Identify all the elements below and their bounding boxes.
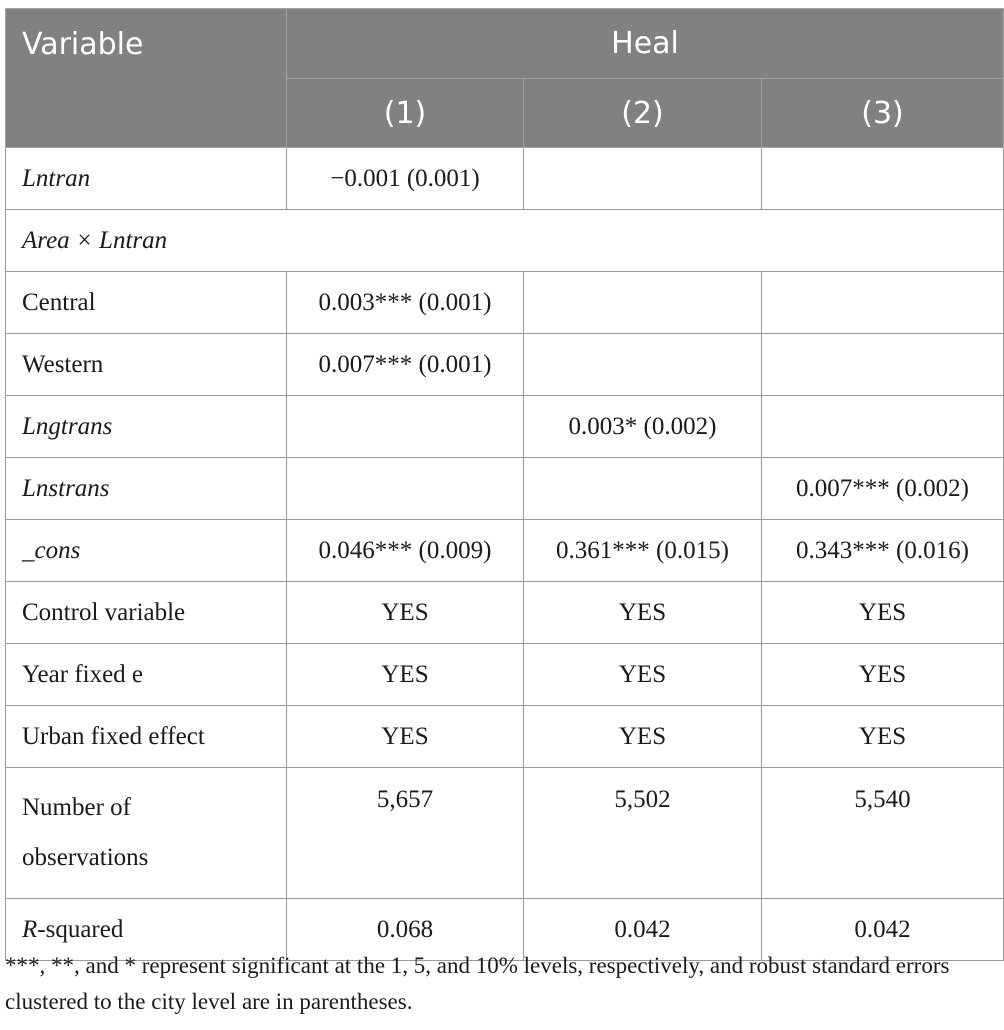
- row-label: _cons: [6, 520, 287, 582]
- cell-value: YES: [524, 582, 762, 644]
- table-row-area-lntran: [6, 210, 1004, 272]
- column-header-3: (3): [762, 79, 1004, 148]
- row-label: Control variable: [6, 582, 287, 644]
- row-label-rest: -squared: [37, 915, 124, 943]
- cell-value: [524, 458, 762, 520]
- row-label-italic-part: R: [22, 915, 38, 943]
- cell-value: [287, 458, 524, 520]
- table-row-control-variable: [6, 582, 1004, 644]
- cell-value: YES: [762, 706, 1004, 768]
- table-row-year-fixed: [6, 644, 1004, 706]
- row-label: Urban fixed effect: [6, 706, 287, 768]
- row-label-spanning: Area × Lntran: [6, 210, 1004, 272]
- cell-value: [524, 272, 762, 334]
- table-row-western: [6, 334, 1004, 396]
- column-header-1: (1): [287, 79, 524, 148]
- table-row-lntran: [6, 148, 1004, 210]
- row-label: Central: [6, 272, 287, 334]
- cell-value: 0.042: [762, 899, 1004, 961]
- cell-value: [762, 334, 1004, 396]
- cell-value: YES: [762, 582, 1004, 644]
- table-row-lnstrans: [6, 458, 1004, 520]
- cell-value: 0.007*** (0.002): [762, 458, 1004, 520]
- column-header-2: (2): [524, 79, 762, 148]
- variable-header: Variable: [6, 9, 287, 148]
- cell-value: YES: [524, 706, 762, 768]
- cell-value: 5,657: [287, 768, 524, 899]
- row-label: Lnstrans: [6, 458, 287, 520]
- cell-value: [762, 396, 1004, 458]
- table-row-cons: [6, 520, 1004, 582]
- table-body: [6, 148, 1004, 961]
- cell-value: 0.046*** (0.009): [287, 520, 524, 582]
- cell-value: 0.068: [287, 899, 524, 961]
- row-label: Western: [6, 334, 287, 396]
- cell-value: 0.003* (0.002): [524, 396, 762, 458]
- cell-value: 5,540: [762, 768, 1004, 899]
- cell-value: YES: [524, 644, 762, 706]
- cell-value: −0.001 (0.001): [287, 148, 524, 210]
- table-row-observations: [6, 768, 1004, 899]
- row-label-line-1: Number of: [22, 794, 131, 821]
- cell-value: 0.042: [524, 899, 762, 961]
- cell-value: YES: [287, 582, 524, 644]
- cell-value: [524, 334, 762, 396]
- cell-value: YES: [762, 644, 1004, 706]
- table-row-central: [6, 272, 1004, 334]
- cell-value: [524, 148, 762, 210]
- cell-value: [762, 148, 1004, 210]
- cell-value: 0.007*** (0.001): [287, 334, 524, 396]
- cell-value: 5,502: [524, 768, 762, 899]
- table-row-urban-fixed-effect: [6, 706, 1004, 768]
- table-row-lngtrans: [6, 396, 1004, 458]
- row-label: Lngtrans: [6, 396, 287, 458]
- cell-value: 0.003*** (0.001): [287, 272, 524, 334]
- row-label-line-2: observations: [22, 844, 149, 871]
- cell-value: 0.343*** (0.016): [762, 520, 1004, 582]
- cell-value: [287, 396, 524, 458]
- heal-group-header: Heal: [287, 9, 1004, 79]
- table-footnote: ***, **, and * represent significant at the 1, 5, and 10% levels, respectively, and robust standard errors clustered to the city level are in parentheses.: [5, 953, 950, 1014]
- row-label: Lntran: [6, 148, 287, 210]
- cell-value: YES: [287, 706, 524, 768]
- results-table: [5, 8, 1004, 961]
- cell-value: 0.361*** (0.015): [524, 520, 762, 582]
- row-label: [6, 768, 287, 899]
- cell-value: [762, 272, 1004, 334]
- row-label: Year fixed e: [6, 644, 287, 706]
- table-header: [6, 9, 1004, 148]
- cell-value: YES: [287, 644, 524, 706]
